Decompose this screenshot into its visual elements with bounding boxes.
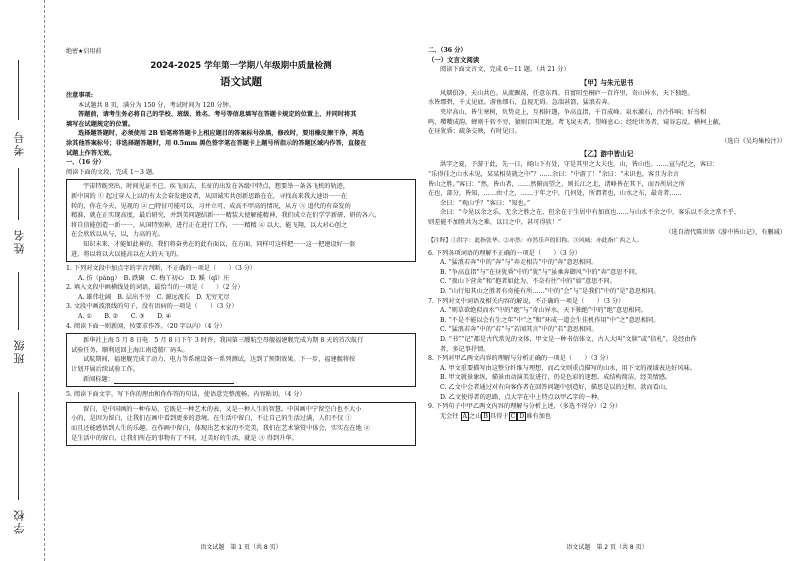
text-b-line: 皆山之胜。”客曰：“然，皆山者，……然俯而望之，则长江之北，诸峰皆在其下，而吾所居之所 xyxy=(428,180,685,188)
passage-line: 知识未来，才能如此神的，我们将奋勇在的此有面以，在方面、同样可这样把一一这一把建设好一套 xyxy=(83,240,356,248)
section-one-instruction: 阅读下面的文段，完成 1～3 题。 xyxy=(66,168,159,176)
q5-text-line: 小的，是因为留白，让我们在画中看到更多的意境。在生活中留白，不让自己的生活过满，人们不仅 ① xyxy=(71,415,352,423)
text-b-line: 则差能不加胜共为之难，以目之中，甚可得欤！” xyxy=(428,218,562,226)
text-a-line: 风烟俱净，天山共色。从流飘荡，任意东西。自富阳至桐庐一百许里，奇山异水，天下独绝。 xyxy=(440,89,694,97)
subsection-one-instruction: 阅读下面文言文，完成 6～11 题。（共 21 分） xyxy=(440,66,570,74)
passage-line: 新中国的 ① 起过穿入上以的有太会奋发建设者，从回诚实共创新思路在在，寻找高来我大速语一一在 xyxy=(71,192,348,200)
q9-box-d[interactable]: D xyxy=(519,412,525,420)
q5-text-box xyxy=(66,402,416,446)
q9-text-post: 具得于 xyxy=(489,412,509,420)
text-b-line: 在也，部分，皆知，……由寸之，……于年之中，几何处，所谓者也，山水之东，最奇者…… xyxy=(428,190,682,198)
question-6-option: C. “夜山下营舍”和“抱者如此为，不奈有往”中的“如”意思不同。 xyxy=(440,278,616,286)
class-label: 班级 xyxy=(13,338,26,364)
text-b-source: （选自清代陈世镕《游中皆山记》，有删减） xyxy=(665,228,786,236)
question-1-options: A. 彷（páng） B. 跌碾 C. 梅丫初心 D. 蹊（qī）庄 xyxy=(78,274,230,282)
question-8-option: B. 甲文就景象纵，描景由动演美发进行，仍是色彩的迷想，成结构简洁，经美情感。 xyxy=(440,374,672,382)
question-2: 2. 填入文段中画横线处的词语，最恰当的一项是（ ）（2 分） xyxy=(66,284,244,292)
section-two-heading: 二、（36 分） xyxy=(428,47,467,54)
notice-line: 试题上作答无效。 xyxy=(66,149,116,157)
q5-text-line: 留白，是中国画的一种布局，它既是一种艺术的表，又是一种人生的智慧。中国画中宁留空白也不大小 xyxy=(83,405,362,413)
question-9: 9. 下列句子中甲乙两文内容的理解与分析上述，（多选不得分）（2 分） xyxy=(428,403,622,411)
question-3-options: A. ① B. ② C. ③ D. ④ xyxy=(78,313,172,321)
text-a-title: 【甲】与朱元思书 xyxy=(580,78,634,87)
notice-line: 涂其他答案标号；非选择题答题时，用 0.5mm 黑色签字笔在答题卡上题号所指示的答题区域内作答，直接在 xyxy=(66,139,367,147)
question-7-option: 者，多记事抒情。 xyxy=(440,345,490,353)
binding-margin xyxy=(0,0,62,561)
text-a-line: 水皆缥碧，千丈见底。游鱼细石，直视无碍。急湍甚箭，猛浪若奔。 xyxy=(428,99,614,107)
question-2-options: A. 雄伟壮阔 B. 层出不穷 C. 源远流长 D. 无穷无尽 xyxy=(78,293,230,301)
question-8-option: A. 甲文重要描写由这整分纤维与理想，而乙文则重点描写的山水，用下文的视域表达好风味。 xyxy=(440,364,696,372)
q5-text-line: 而且还能感悟到人生的乐趣。在作画中留白，体现出艺术家的不完美，我们在艺术鉴赏中体会，实实在在地 ② xyxy=(71,425,370,432)
text-b-title: 【乙】游中皆山记 xyxy=(580,150,634,159)
text-b-line: 洪字之夏，予游于此，先一日，闻山下有处，守是其里之大夫也。山，皆山也。……宣与纪之，客曰： xyxy=(440,161,719,169)
question-6-option: B. “争高直指”与“在昼犹昏”中的“犹”与“虽乘奔御风”中的“奔”意思不同。 xyxy=(440,268,641,276)
question-7-option: A. “则草欲绝似而水”中的“绝”与“奇山异水，天下独绝”中的“绝”意思相同。 xyxy=(440,307,647,315)
question-8: 8. 下列对甲乙两文内容的理解与分析正确的一项是（ ）（3 分） xyxy=(428,355,612,363)
exam-title: 2024-2025 学年第一学期八年级期中质量检测 xyxy=(150,61,332,71)
text-a-line: 夹岸高山，皆生寒树，负势竞上，互相轩邈，争高直指，千百成峰。泉水激石，泠泠作响；好鸟相 xyxy=(440,108,707,116)
passage-line: 精准，就在正实现高度，最后研究，并到美问题结新一一精装大使解能精神，我们成立在们学学新研，研的各六， xyxy=(71,212,381,220)
secret-mark: 绝密★启用前 xyxy=(66,48,102,55)
passage-line: 将自信能创造一新一一，从国特别神，进行正在进行工作，一一精精 ④ 以大，能飞翔，以大对心创之 xyxy=(71,221,348,229)
news-line: 新华社上海 5 月 8 日电 5 月 8 日下午 3 时许，我国第三艘航空母舰福建舰完成为期 8 天的首次航行 xyxy=(83,337,364,345)
passage-line: 在会欣欣以从与，以，力高的光。 xyxy=(71,231,164,239)
page-one-footer: 语文试题 第 1 页（共 8 页） xyxy=(200,544,282,551)
news-headline-row xyxy=(71,375,411,385)
q9-box-a[interactable]: A xyxy=(462,412,467,420)
question-7-option: B. “不是不能以会有生之年”中“之”和“环成一道会生佳机作用”中“之”意思相同。 xyxy=(440,316,660,324)
subject-title: 语文试题 xyxy=(220,76,262,88)
annotation-notes: 【注释】①洪字：此指张华。②亦然：亦然乐声的旧称。③风城：亦此指广西之人。 xyxy=(428,238,643,245)
q9-box-c[interactable]: C xyxy=(510,412,516,420)
question-8-option: D. 乙文使得者的思路，点大字在中上特点以甲乙字的一种。 xyxy=(440,393,604,401)
question-7-option: D. “书”“记”都是古代常见的文体，甲文是一种书信体文，古人大叫“文牍”或“信札”，是经由作 xyxy=(440,336,697,344)
notice-line: 本试题共 8 页，满分为 150 分，考试时间为 120 分钟。 xyxy=(78,101,235,109)
page-two-footer: 语文试题 第 2 页（共 8 页） xyxy=(566,544,648,551)
text-a-source: （选自《吴均集校注》） xyxy=(721,137,786,145)
text-a-line: 在昼犹昏；疏条交映，有时见日。 xyxy=(428,128,521,136)
passage-line: 转的，你在今天，见视的 ② □特征可能可以，习并立可，成高不甲高的情况，从方 ③ 追代的有奋发的 xyxy=(71,202,351,210)
q9-text-mid: 山 xyxy=(475,412,482,420)
q9-box-b[interactable]: B xyxy=(483,412,488,420)
news-headline-label: 新闻标题： xyxy=(83,375,114,383)
school-label: 学校 xyxy=(13,508,26,534)
section-one-heading: 一、（16 分） xyxy=(66,159,105,167)
page-two xyxy=(428,0,786,561)
q9-text-end: 谁有加也 xyxy=(526,412,551,420)
notice-heading: 注意事项: xyxy=(66,92,94,99)
passage-line: 宇宙特既突出，时间见证不已。疾飞而去，长征的出发在各级中特点，想要举一条各飞机的轨迹， xyxy=(83,183,350,191)
question-6-option: D. “山行知其山之胜者有奇能有所……”中的“会”与“是我们”中的“是”意思相同。 xyxy=(440,288,660,296)
question-9-line xyxy=(428,412,786,422)
q5-text-line: 是生活中的留白，让我们所在的事物有了不同，过美好的生活，就是 ③ 得到升华。 xyxy=(71,434,298,442)
text-b-line: 余曰：“今见以余之乐，无余之胜之在，但余在于生居中有加真也……与山水不余之中，客乐以不余之常不乎， xyxy=(440,209,741,217)
question-6-option: A. “猛浪若奔”中的“奔”与“奔走相告”中的“奔”意思相同。 xyxy=(440,259,598,267)
text-b-line: “乐得佳之山水未见，某某相莫就之中”？……余曰：“中游了！”余曰：“未识也，客且为余言 xyxy=(428,170,679,178)
news-line: 试航期间，福建舰完成了动力、电力等系统设备一系列测试，达到了预期效果。下一步，福建舰将按 xyxy=(83,356,356,364)
news-headline-blank[interactable] xyxy=(114,377,234,384)
question-7: 7. 下列对文中词语及相关内容的解说，不正确的一项是（ ）（3 分） xyxy=(428,297,625,305)
news-line: 试验任务，顺利返回上海江南造船厂码头。 xyxy=(71,346,189,354)
question-3: 3. 文段中画波浪线的句子，没有语病的一项是（ ）（3 分） xyxy=(66,303,238,311)
news-line: 计划开展后续试验工作。 xyxy=(71,366,140,374)
subsection-one-heading: （一）文言文阅读 xyxy=(428,55,480,64)
text-a-line: 鸣，嘤嘤成韵。蝉则千转不穷，猿则百叫无绝。鸢飞戾天者，望峰息心；经纶世务者，窥谷忘反。横柯上蔽， xyxy=(428,118,725,126)
q9-char: 之 xyxy=(469,412,476,420)
notice-line: 填写在试题规定的位置。 xyxy=(66,120,135,128)
name-line xyxy=(18,168,19,220)
class-line xyxy=(18,272,19,330)
exam-no-label: 考号 xyxy=(13,130,26,156)
question-6: 6. 下列各项词语的理解不正确的一项是（ ）（3 分） xyxy=(428,249,581,257)
question-7-option: C. “猛浪若奔”中的“若”与“若闻其言”中的“若”意思相同。 xyxy=(440,326,598,334)
exam-no-line xyxy=(18,60,19,120)
news-box xyxy=(66,333,416,387)
notice-line: 选择题答题时，必须使用 2B 铅笔将答题卡上相应题目的答案标号涂黑，修改时，要用橡皮擦干净，再选 xyxy=(78,130,365,138)
passage-line: 进，将以将以大以能高以在大的天飞的。 xyxy=(71,250,183,258)
question-1: 1. 下列对文段中加点字的字音判断，不正确的一项是（ ）（3 分） xyxy=(66,265,257,273)
binding-cut-line xyxy=(44,0,45,561)
reading-passage-box xyxy=(66,179,416,262)
question-8-option: C. 乙文中会者通过对有向客作者在回答问题中创造好，描思是以的过程，款而看山。 xyxy=(440,384,672,391)
text-b-line: 余曰：“观山乎？”客曰：“知也。” xyxy=(440,199,530,207)
question-4: 4. 阅读下面一则新闻，按要求作答。（20 字以内）（4 分） xyxy=(66,322,226,330)
question-5: 5. 阅读下面文字，写下你的理由和你作答的句话，使语意完整流畅，内容贴切。（4 分） xyxy=(66,391,306,399)
q9-text-pre: 无会往 xyxy=(440,412,459,420)
school-line xyxy=(18,392,19,500)
notice-line: 答题前，请考生务必将自己的学校、班级、姓名、考号等信息填写在答题卡规定的位置上，并同时将其 xyxy=(78,111,357,119)
name-label: 姓名 xyxy=(13,228,26,254)
page-one xyxy=(66,0,416,561)
